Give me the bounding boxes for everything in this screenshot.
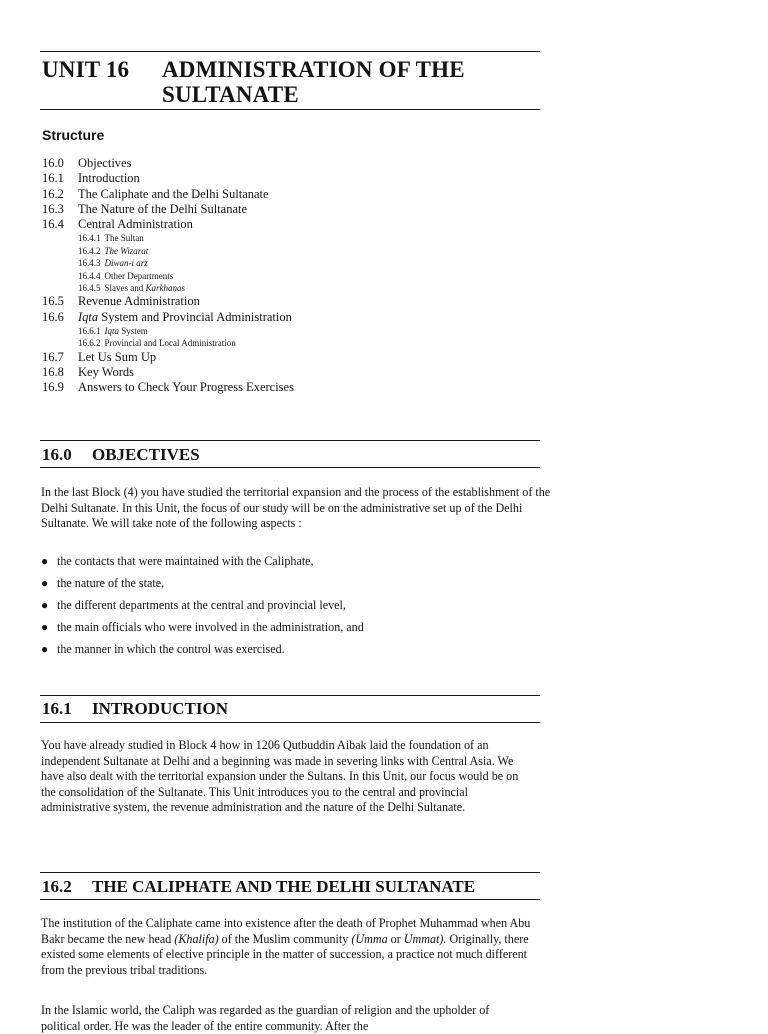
toc-subitem-number: 16.4.3 <box>78 258 101 269</box>
toc-item-label: System and Provincial Administration <box>98 309 292 324</box>
toc-item-label: The Caliphate and the Delhi Sultanate <box>78 186 269 201</box>
section-rule-bottom <box>40 722 540 723</box>
objectives-intro: In the last Block (4) you have studied the territorial expansion and the process of the establishment of the Delhi Sultanate. In this Unit, the focus of our study will be on the administrative set up of the Delhi Sultanate. We will take note of the following aspects : <box>41 485 551 531</box>
list-item-text: the different departments at the central and provincial level, <box>57 598 346 612</box>
toc-item-label: The Nature of the Delhi Sultanate <box>78 201 248 216</box>
section-rule-top <box>40 695 540 696</box>
toc-subitem-label-italic: Karkhanas <box>145 283 186 294</box>
toc-item-number: 16.9 <box>42 380 64 395</box>
caliphate-paragraph-1 <box>41 916 541 978</box>
toc-subitem[interactable] <box>42 325 502 337</box>
table-of-contents <box>42 156 502 396</box>
toc-item[interactable] <box>42 350 502 365</box>
toc-subitem[interactable] <box>42 245 502 257</box>
list-item <box>41 641 541 663</box>
bullet-icon: ● <box>41 554 49 568</box>
list-item <box>41 553 541 575</box>
text-run-italic: (Khalifa) <box>174 931 219 946</box>
toc-item-number: 16.6 <box>42 309 64 324</box>
toc-item-number: 16.3 <box>42 201 64 216</box>
list-item <box>41 619 541 641</box>
bullet-icon: ● <box>41 576 49 590</box>
list-item-text: the manner in which the control was exercised. <box>57 642 285 656</box>
unit-title <box>42 57 465 107</box>
toc-subitem-label-italic: Iqta <box>104 326 119 337</box>
toc-item-number: 16.0 <box>42 156 64 170</box>
introduction-text: You have already studied in Block 4 how in 1206 Qutbuddin Aibak laid the foundation of an independent Sultanate at Delhi and a beginning was made in severing links with Central Asia. We have also dealt with the territorial expansion under the Sultans. In this Unit, our focus would be on the consolidation of the Sultanate. This Unit introduces you to the central and provincial administrative system, the revenue administration and the nature of the Delhi Sultanate. <box>41 738 519 815</box>
toc-subitem-label: Other Departments <box>104 270 174 281</box>
text-run-italic: (Umma <box>351 931 388 946</box>
bullet-icon: ● <box>41 598 49 612</box>
bullet-icon: ● <box>41 642 49 656</box>
title-bottom-rule <box>40 109 540 110</box>
section-rule-bottom <box>40 467 540 468</box>
toc-item[interactable] <box>42 294 502 309</box>
toc-item[interactable] <box>42 217 502 232</box>
unit-number: UNIT 16 <box>42 57 130 82</box>
toc-item-label: Introduction <box>78 171 140 186</box>
toc-item[interactable] <box>42 171 502 186</box>
toc-item[interactable] <box>42 156 502 171</box>
caliphate-paragraph-2: In the Islamic world, the Caliph was regarded as the guardian of religion and the upholder of political order. He was the leader of the entire community. After the <box>41 1003 490 1033</box>
list-item-text: the contacts that were maintained with the Caliphate, <box>57 554 314 568</box>
section-title: OBJECTIVES <box>92 445 200 464</box>
toc-subitem[interactable] <box>42 337 502 349</box>
unit-title-line1: ADMINISTRATION OF THE <box>162 57 465 82</box>
section-heading-objectives <box>42 445 200 465</box>
section-rule-top <box>40 872 540 873</box>
section-heading-caliphate <box>42 877 475 897</box>
top-rule <box>40 51 540 52</box>
toc-subitem[interactable] <box>42 232 502 244</box>
text-run-italic: Ummat). <box>403 931 447 946</box>
bullet-icon: ● <box>41 620 49 634</box>
toc-item-label: Central Administration <box>78 217 193 232</box>
list-item-text: the nature of the state, <box>57 576 165 590</box>
toc-subitem-number: 16.6.1 <box>78 326 101 337</box>
section-rule-bottom <box>40 899 540 900</box>
toc-item-label-italic: Iqta <box>78 309 99 324</box>
toc-subitem-label: The Wizarat <box>104 245 149 256</box>
toc-item[interactable] <box>42 365 502 380</box>
toc-item-number: 16.2 <box>42 186 64 201</box>
toc-item-label: Answers to Check Your Progress Exercises <box>78 380 294 395</box>
toc-item-number: 16.5 <box>42 294 64 309</box>
list-item <box>41 597 541 619</box>
toc-item-number: 16.7 <box>42 349 64 364</box>
text-run: or <box>387 931 404 946</box>
text-run: The institution of the Caliphate came into existence after the death of Prophet Muhammad when Abu Bakr became the new head <box>41 916 531 946</box>
list-item <box>41 575 541 597</box>
toc-subitem[interactable] <box>42 282 502 294</box>
toc-item-label: Revenue Administration <box>78 294 200 309</box>
toc-item[interactable] <box>42 380 502 395</box>
toc-subitem[interactable] <box>42 270 502 282</box>
section-number: 16.2 <box>42 877 72 896</box>
toc-subitem-number: 16.4.5 <box>78 283 101 294</box>
toc-subitem-number: 16.4.4 <box>78 270 101 281</box>
toc-item-label: Let Us Sum Up <box>78 349 157 364</box>
toc-item-label: Objectives <box>78 156 132 170</box>
objectives-list <box>41 553 541 663</box>
toc-subitem-label: System <box>119 326 148 337</box>
unit-title-line2: SULTANATE <box>162 82 299 107</box>
toc-item-number: 16.1 <box>42 171 64 186</box>
toc-subitem-number: 16.4.1 <box>78 233 101 244</box>
toc-item-number: 16.4 <box>42 217 64 232</box>
text-run: Originally, there existed some elements of elective principle in the matter of succession, a practice not much different from the previous tribal traditions. <box>41 931 529 977</box>
section-number: 16.1 <box>42 699 72 718</box>
toc-subitem-label: Diwan-i arz <box>104 258 148 269</box>
toc-item[interactable] <box>42 310 502 325</box>
toc-subitem-label: The Sultan <box>104 233 144 244</box>
toc-subitem-label: Provincial and Local Administration <box>104 338 236 349</box>
toc-subitem-number: 16.6.2 <box>78 338 101 349</box>
section-rule-top <box>40 440 540 441</box>
toc-item-number: 16.8 <box>42 365 64 380</box>
section-title: THE CALIPHATE AND THE DELHI SULTANATE <box>92 877 476 896</box>
toc-item-label: Key Words <box>78 365 135 380</box>
toc-subitem[interactable] <box>42 257 502 269</box>
structure-heading: Structure <box>42 127 105 143</box>
section-heading-introduction <box>42 699 228 719</box>
toc-item[interactable] <box>42 187 502 202</box>
section-title: INTRODUCTION <box>92 699 229 718</box>
toc-item[interactable] <box>42 202 502 217</box>
text-run: of the Muslim community <box>218 931 352 946</box>
toc-subitem-label: Slaves and <box>104 283 146 294</box>
list-item-text: the main officials who were involved in the administration, and <box>57 620 364 634</box>
toc-subitem-number: 16.4.2 <box>78 245 101 256</box>
section-number: 16.0 <box>42 445 72 464</box>
